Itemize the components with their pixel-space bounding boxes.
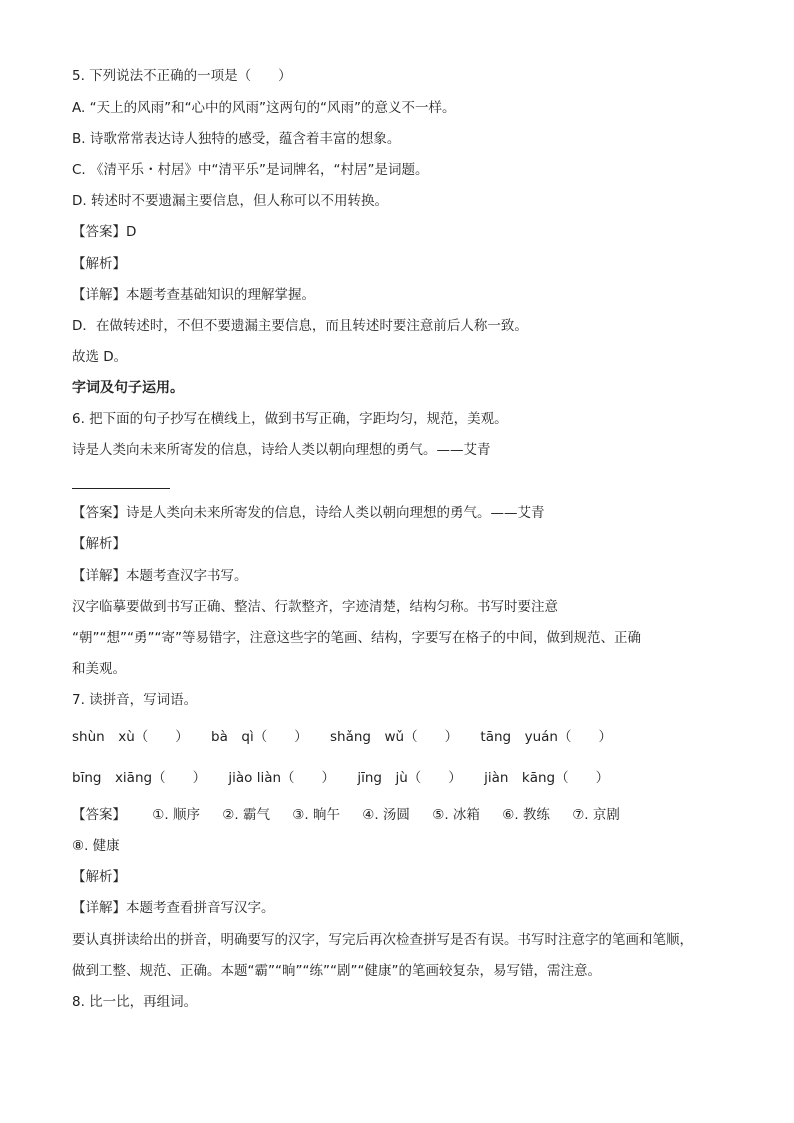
q5-option-c: C. 《清平乐・村居》中“清平乐”是词牌名，“村居”是词题。 xyxy=(72,162,429,178)
q6-answer: 【答案】诗是人类向未来所寄发的信息，诗给人类以朝向理想的勇气。——艾青 xyxy=(72,505,545,521)
q6-stem: 6. 把下面的句子抄写在横线上，做到书写正确，字距均匀，规范，美观。 xyxy=(72,411,508,427)
q6-sentence: 诗是人类向未来所寄发的信息，诗给人类以朝向理想的勇气。——艾青 xyxy=(72,442,491,458)
q5-option-d: D. 转述时不要遗漏主要信息，但人称可以不用转换。 xyxy=(72,193,388,209)
q7-answer-label: 【答案】 xyxy=(72,807,126,823)
q8-stem: 8. 比一比，再组词。 xyxy=(72,994,198,1010)
q5-option-b: B. 诗歌常常表达诗人独特的感受，蕴含着丰富的想象。 xyxy=(72,131,401,147)
q7-pinyin-row-1 xyxy=(72,727,630,747)
q7-pinyin-row-2 xyxy=(72,768,627,788)
q7-answer-item: ①. 顺序 xyxy=(152,807,200,823)
q7-answer-item: ③. 晌午 xyxy=(292,807,340,823)
q5-option-a: A. “天上的风雨”和“心中的风雨”这两句的“风雨”的意义不一样。 xyxy=(72,100,456,116)
q7-answer-item: ⑤. 冰箱 xyxy=(432,807,480,823)
q6-detail-4: 和美观。 xyxy=(72,661,126,677)
q7-answer-last: ⑧. 健康 xyxy=(72,838,120,854)
pinyin-item: bà qì（ ） xyxy=(211,729,308,745)
q7-detail-3: 做到工整、规范、正确。本题“霸”“晌”“练”“剧”“健康”的笔画较复杂，易写错，需注意。 xyxy=(72,963,601,979)
q6-detail-3: “朝”“想”“勇”“寄”等易错字，注意这些字的笔画、结构，字要写在格子的中间，做到规范、正确 xyxy=(72,630,641,646)
q7-detail: 【详解】本题考查看拼音写汉字。 xyxy=(72,900,275,916)
q7-detail-2: 要认真拼读给出的拼音，明确要写的汉字，写完后再次检查拼写是否有误。书写时注意字的笔画和笔顺， xyxy=(72,932,693,948)
q7-answer-item: ④. 汤圆 xyxy=(362,807,410,823)
q6-analysis: 【解析】 xyxy=(72,536,126,552)
q7-answer-item: ②. 霸气 xyxy=(222,807,270,823)
pinyin-item: jiàn kāng（ ） xyxy=(484,770,610,786)
section-title: 字词及句子运用。 xyxy=(72,380,184,396)
q7-answer-item: ⑦. 京剧 xyxy=(572,807,620,823)
q7-analysis: 【解析】 xyxy=(72,869,126,885)
pinyin-item: jīng jù（ ） xyxy=(357,770,462,786)
pinyin-item: jiào liàn（ ） xyxy=(228,770,336,786)
q5-analysis: 【解析】 xyxy=(72,256,126,272)
pinyin-item: bīng xiāng（ ） xyxy=(72,770,207,786)
q5-choose: 故选 D。 xyxy=(72,349,128,365)
q5-answer: 【答案】D xyxy=(72,224,137,240)
q7-answer-item: ⑥. 教练 xyxy=(502,807,550,823)
q5-detail: 【详解】本题考查基础知识的理解掌握。 xyxy=(72,287,315,303)
q6-detail-2: 汉字临摹要做到书写正确、整洁、行款整齐，字迹清楚，结构匀称。书写时要注意 xyxy=(72,599,558,615)
pinyin-item: shùn xù（ ） xyxy=(72,729,189,745)
q7-answer-row xyxy=(72,805,620,825)
pinyin-item: tāng yuán（ ） xyxy=(480,729,612,745)
pinyin-item: shǎng wǔ（ ） xyxy=(330,729,459,745)
q6-detail: 【详解】本题考查汉字书写。 xyxy=(72,568,248,584)
q5-stem: 5. 下列说法不正确的一项是（ ） xyxy=(72,68,292,84)
q7-stem: 7. 读拼音，写词语。 xyxy=(72,692,198,708)
q6-writing-line xyxy=(72,488,170,489)
q5-detail-2: D．在做转述时，不但不要遗漏主要信息，而且转述时要注意前后人称一致。 xyxy=(72,318,528,334)
